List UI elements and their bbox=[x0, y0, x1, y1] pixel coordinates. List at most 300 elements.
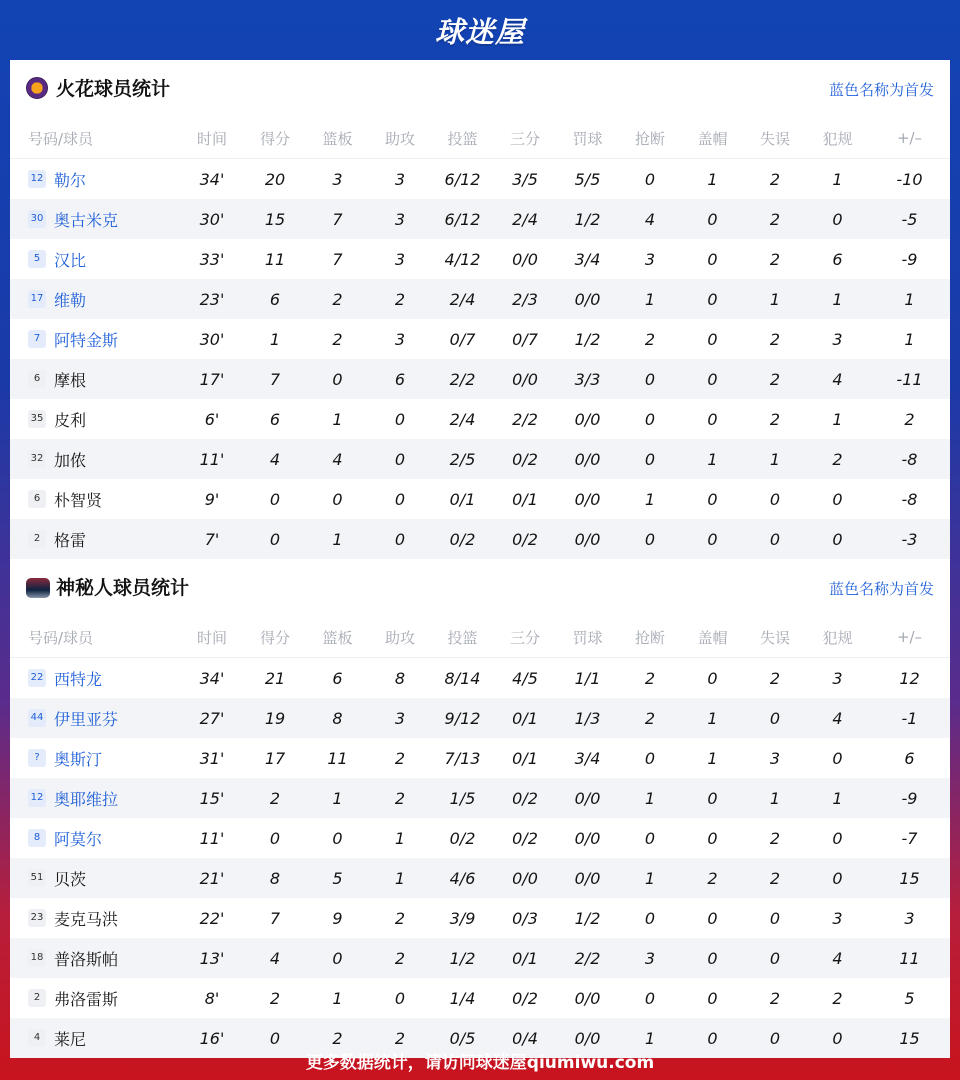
stat-cell: 3/5 bbox=[512, 169, 538, 189]
player-cell bbox=[10, 938, 180, 978]
stat-cell: 1 bbox=[744, 439, 806, 479]
column-header: 三分 bbox=[494, 617, 556, 658]
stat-cell: 2 bbox=[769, 249, 781, 269]
column-header: 时间 bbox=[180, 118, 244, 159]
player-name[interactable]: 西特龙 bbox=[54, 669, 103, 689]
stat-cell: 3/9 bbox=[449, 908, 476, 928]
stats-table bbox=[10, 617, 950, 1058]
stat-cell: 0 bbox=[681, 199, 744, 239]
stat-cell: 2 bbox=[619, 698, 681, 738]
column-header: 失误 bbox=[744, 617, 806, 658]
player-cell bbox=[10, 858, 180, 898]
stat-cell: 30' bbox=[180, 199, 244, 239]
stat-cell: 4/6 bbox=[431, 858, 494, 898]
stat-cell: 0/0 bbox=[512, 249, 538, 269]
stat-cell: 6 bbox=[904, 748, 915, 768]
stat-cell: 0/0 bbox=[494, 858, 556, 898]
stat-cell: 9/12 bbox=[431, 698, 494, 738]
footer-bar bbox=[0, 1040, 960, 1080]
player-cell bbox=[10, 279, 180, 319]
stat-cell: 6/12 bbox=[431, 199, 494, 239]
stat-cell: 0/1 bbox=[512, 489, 538, 509]
stat-cell: 6/12 bbox=[444, 169, 481, 189]
stat-cell: 2 bbox=[394, 908, 406, 928]
sparks-logo-icon bbox=[26, 77, 48, 99]
stat-cell: 0 bbox=[806, 519, 869, 559]
jersey-number: 35 bbox=[28, 410, 46, 428]
column-header: 盖帽 bbox=[681, 118, 744, 159]
stat-cell: 0 bbox=[806, 1018, 869, 1058]
jersey-number: 44 bbox=[28, 709, 46, 727]
stat-cell: 0 bbox=[707, 249, 718, 269]
stat-cell: 3 bbox=[619, 938, 681, 978]
stat-cell: 0 bbox=[644, 988, 656, 1008]
stat-cell: 0 bbox=[619, 359, 681, 399]
stat-cell: 2 bbox=[744, 199, 806, 239]
stat-cell: 0 bbox=[369, 519, 431, 559]
stat-cell: 2 bbox=[269, 988, 281, 1008]
table-row bbox=[10, 519, 950, 559]
column-header: 得分 bbox=[244, 617, 306, 658]
stat-cell: 15' bbox=[180, 778, 244, 818]
column-header: +/– bbox=[869, 617, 950, 658]
stat-cell: 7 bbox=[306, 199, 369, 239]
stat-cell: 0 bbox=[744, 698, 806, 738]
player-name[interactable]: 弗洛雷斯 bbox=[54, 989, 119, 1009]
stat-cell: 0/0 bbox=[494, 359, 556, 399]
stat-cell: 1 bbox=[619, 858, 681, 898]
stat-cell: 3/3 bbox=[556, 359, 619, 399]
stat-cell: 8' bbox=[204, 988, 220, 1008]
player-cell bbox=[10, 199, 180, 239]
stat-cell: 4/5 bbox=[512, 668, 538, 688]
stat-cell: 34' bbox=[199, 668, 225, 688]
stat-cell: 34' bbox=[199, 169, 225, 189]
starter-hint: 蓝色名称为首发 bbox=[828, 580, 934, 598]
stat-cell: 0 bbox=[707, 828, 718, 848]
stat-cell: 0 bbox=[394, 988, 406, 1008]
stat-cell: 1 bbox=[744, 279, 806, 319]
stat-cell: 1 bbox=[394, 828, 406, 848]
column-header: 投篮 bbox=[431, 118, 494, 159]
stat-cell: 7 bbox=[332, 249, 343, 269]
team-section bbox=[10, 559, 950, 1058]
player-cell bbox=[10, 479, 180, 519]
stat-cell: 0/1 bbox=[449, 489, 476, 509]
player-name[interactable]: 莱尼 bbox=[54, 1029, 87, 1049]
table-row bbox=[10, 778, 950, 818]
table-row bbox=[10, 439, 950, 479]
stat-cell: -1 bbox=[869, 698, 950, 738]
stat-cell: 1 bbox=[904, 329, 915, 349]
stat-cell: 2/4 bbox=[449, 409, 476, 429]
player-name[interactable]: 奥古米克 bbox=[54, 210, 119, 230]
stat-cell: 7 bbox=[244, 359, 306, 399]
stat-cell: 5 bbox=[904, 988, 915, 1008]
table-row bbox=[10, 399, 950, 439]
jersey-number: 2 bbox=[28, 530, 46, 548]
stat-cell: 0 bbox=[769, 908, 781, 928]
stat-cell: 1 bbox=[869, 279, 950, 319]
stat-cell: 0/0 bbox=[574, 489, 601, 509]
player-cell bbox=[10, 439, 180, 479]
stat-cell: 0 bbox=[707, 908, 718, 928]
stat-cell: 1 bbox=[619, 279, 681, 319]
stat-cell: 2 bbox=[806, 439, 869, 479]
stat-cell: 1 bbox=[832, 169, 843, 189]
stat-cell: 1 bbox=[707, 748, 718, 768]
stat-cell: -7 bbox=[901, 828, 918, 848]
stat-cell: 0 bbox=[707, 668, 718, 688]
stat-cell: 33' bbox=[199, 249, 225, 269]
stat-cell: 11 bbox=[327, 748, 348, 768]
column-header: 号码/球员 bbox=[10, 617, 180, 658]
stat-cell: 5/5 bbox=[574, 169, 601, 189]
player-cell bbox=[10, 738, 180, 778]
stat-cell: 3/4 bbox=[574, 249, 601, 269]
stat-cell: 6 bbox=[244, 279, 306, 319]
table-row bbox=[10, 319, 950, 359]
stat-cell: 2/3 bbox=[494, 279, 556, 319]
stat-cell: 3 bbox=[832, 908, 843, 928]
stat-cell: 1 bbox=[332, 988, 343, 1008]
stat-cell: 8 bbox=[394, 668, 406, 688]
player-cell bbox=[10, 159, 180, 200]
stat-cell: 0 bbox=[244, 519, 306, 559]
table-row bbox=[10, 658, 950, 699]
stat-cell: -9 bbox=[869, 778, 950, 818]
player-cell bbox=[10, 978, 180, 1018]
player-name[interactable]: 伊里亚芬 bbox=[54, 709, 119, 729]
stat-cell: 2/2 bbox=[556, 938, 619, 978]
jersey-number: 30 bbox=[28, 210, 46, 228]
stat-cell: 2 bbox=[644, 329, 656, 349]
jersey-number: 12 bbox=[28, 170, 46, 188]
stat-cell: 2 bbox=[744, 359, 806, 399]
footer-text: 更多数据统计，请访问球迷屋qiumiwu.com bbox=[305, 1052, 655, 1073]
stat-cell: 1 bbox=[332, 409, 343, 429]
table-row bbox=[10, 818, 950, 858]
player-name[interactable]: 奥耶维拉 bbox=[54, 789, 119, 809]
jersey-number: 18 bbox=[28, 949, 46, 967]
stat-cell: 1 bbox=[832, 409, 843, 429]
stat-cell: 0 bbox=[644, 828, 656, 848]
stat-cell: 1/2 bbox=[431, 938, 494, 978]
table-row bbox=[10, 279, 950, 319]
stat-cell: 2 bbox=[644, 668, 656, 688]
stat-cell: 11 bbox=[869, 938, 950, 978]
jersey-number: 51 bbox=[28, 869, 46, 887]
player-cell bbox=[10, 239, 180, 279]
stat-cell: 19 bbox=[244, 698, 306, 738]
stat-cell: 0 bbox=[769, 489, 781, 509]
stat-cell: 4 bbox=[806, 698, 869, 738]
player-name[interactable]: 阿莫尔 bbox=[54, 829, 103, 849]
stat-cell: 0/1 bbox=[494, 938, 556, 978]
table-row bbox=[10, 898, 950, 938]
stat-cell: 2 bbox=[369, 938, 431, 978]
stat-cell: -3 bbox=[869, 519, 950, 559]
player-name[interactable]: 汉比 bbox=[54, 250, 87, 270]
stat-cell: 4 bbox=[244, 439, 306, 479]
stat-cell: 0 bbox=[619, 439, 681, 479]
stat-cell: 1 bbox=[644, 489, 656, 509]
stat-cell: 2 bbox=[769, 668, 781, 688]
stat-cell: -8 bbox=[869, 439, 950, 479]
stat-cell: 3/4 bbox=[574, 748, 601, 768]
column-header: 投篮 bbox=[431, 617, 494, 658]
stat-cell: 21 bbox=[264, 668, 286, 688]
stat-cell: 1 bbox=[806, 279, 869, 319]
stat-cell: 11' bbox=[180, 439, 244, 479]
stat-cell: 2 bbox=[769, 329, 781, 349]
stat-cell: 15 bbox=[244, 199, 306, 239]
stat-cell: 1 bbox=[306, 778, 369, 818]
column-header: 三分 bbox=[494, 118, 556, 159]
stat-cell: -11 bbox=[869, 359, 950, 399]
stat-cell: 0 bbox=[681, 359, 744, 399]
jersey-number: 32 bbox=[28, 450, 46, 468]
player-name[interactable]: 维勒 bbox=[54, 290, 87, 310]
stat-cell: 0/2 bbox=[512, 988, 538, 1008]
stat-cell: 0 bbox=[707, 988, 718, 1008]
stat-cell: 9 bbox=[332, 908, 343, 928]
section-header bbox=[10, 559, 950, 617]
stat-cell: 4 bbox=[806, 359, 869, 399]
player-name[interactable]: 摩根 bbox=[54, 370, 87, 390]
stat-cell: 2/5 bbox=[431, 439, 494, 479]
jersey-number: 2 bbox=[28, 989, 46, 1007]
stat-cell: 8 bbox=[306, 698, 369, 738]
table-row bbox=[10, 858, 950, 898]
stat-cell: 0 bbox=[644, 908, 656, 928]
stat-cell: 2 bbox=[832, 988, 843, 1008]
table-row bbox=[10, 239, 950, 279]
column-header: 时间 bbox=[180, 617, 244, 658]
stat-cell: 16' bbox=[180, 1018, 244, 1058]
stat-cell: 0/7 bbox=[449, 329, 476, 349]
stat-cell: 2 bbox=[369, 778, 431, 818]
player-cell bbox=[10, 319, 180, 359]
stat-cell: 0 bbox=[744, 519, 806, 559]
column-header: 篮板 bbox=[306, 118, 369, 159]
stat-cell: 2 bbox=[306, 279, 369, 319]
stat-cell: 3 bbox=[394, 249, 406, 269]
stat-cell: 1 bbox=[681, 439, 744, 479]
stat-cell: 30' bbox=[199, 329, 225, 349]
stat-cell: 0/0 bbox=[556, 778, 619, 818]
stat-cell: 0/0 bbox=[556, 1018, 619, 1058]
stat-cell: 3 bbox=[394, 169, 406, 189]
column-header: 号码/球员 bbox=[10, 118, 180, 159]
stat-cell: 6 bbox=[269, 409, 281, 429]
stat-cell: 2 bbox=[744, 858, 806, 898]
team-section bbox=[10, 60, 950, 559]
stat-cell: 4 bbox=[306, 439, 369, 479]
stat-cell: 0/2 bbox=[431, 519, 494, 559]
column-header: 犯规 bbox=[806, 617, 869, 658]
column-header: +/– bbox=[869, 118, 950, 159]
stat-cell: 2/4 bbox=[431, 279, 494, 319]
stat-cell: 4 bbox=[806, 938, 869, 978]
table-row bbox=[10, 938, 950, 978]
stat-cell: 2/2 bbox=[512, 409, 538, 429]
stat-cell: 0 bbox=[681, 279, 744, 319]
stat-cell: 0 bbox=[369, 439, 431, 479]
stat-cell: 0 bbox=[394, 489, 406, 509]
stat-cell: 0/0 bbox=[574, 828, 601, 848]
stat-cell: 7' bbox=[180, 519, 244, 559]
stat-cell: 7/13 bbox=[444, 748, 481, 768]
stat-cell: 12 bbox=[899, 668, 920, 688]
stat-cell: 1 bbox=[707, 169, 718, 189]
column-header: 助攻 bbox=[369, 118, 431, 159]
stat-cell: 11' bbox=[199, 828, 225, 848]
column-header: 抢断 bbox=[619, 118, 681, 159]
stat-cell: 0 bbox=[619, 519, 681, 559]
player-name[interactable]: 普洛斯帕 bbox=[54, 949, 119, 969]
stat-cell: 3 bbox=[332, 169, 343, 189]
jersey-number: 7 bbox=[28, 330, 46, 348]
stat-cell: 1/4 bbox=[449, 988, 476, 1008]
stat-cell: 1/5 bbox=[431, 778, 494, 818]
stat-cell: 0 bbox=[832, 828, 843, 848]
stat-cell: 3 bbox=[394, 329, 406, 349]
player-name[interactable]: 贝茨 bbox=[54, 869, 87, 889]
stat-cell: 1 bbox=[269, 329, 281, 349]
stat-cell: 2/2 bbox=[431, 359, 494, 399]
table-row bbox=[10, 479, 950, 519]
stat-cell: 0 bbox=[744, 1018, 806, 1058]
stat-cell: 3 bbox=[369, 698, 431, 738]
stat-cell: 4/12 bbox=[444, 249, 481, 269]
stat-cell: 0 bbox=[806, 199, 869, 239]
jersey-number: ? bbox=[28, 749, 46, 767]
stat-cell: 0 bbox=[681, 519, 744, 559]
stat-cell: 0 bbox=[244, 1018, 306, 1058]
jersey-number: 6 bbox=[28, 370, 46, 388]
player-name[interactable]: 奥斯汀 bbox=[54, 749, 103, 769]
jersey-number: 4 bbox=[28, 1029, 46, 1047]
stat-cell: -8 bbox=[901, 489, 918, 509]
stat-cell: 3 bbox=[369, 199, 431, 239]
player-cell bbox=[10, 818, 180, 858]
stat-cell: 0 bbox=[269, 828, 281, 848]
stat-cell: 0/4 bbox=[494, 1018, 556, 1058]
column-header: 罚球 bbox=[556, 118, 619, 159]
stat-cell: 1 bbox=[369, 858, 431, 898]
stat-cell: 2 bbox=[681, 858, 744, 898]
stats-panel bbox=[10, 60, 950, 1049]
stat-cell: 1 bbox=[744, 778, 806, 818]
jersey-number: 8 bbox=[28, 829, 46, 847]
stat-cell: 9' bbox=[204, 489, 220, 509]
stat-cell: 0 bbox=[644, 169, 656, 189]
stat-cell: 1/2 bbox=[574, 329, 601, 349]
stat-cell: 0/0 bbox=[556, 439, 619, 479]
player-name[interactable]: 阿特金斯 bbox=[54, 330, 119, 350]
column-header: 得分 bbox=[244, 118, 306, 159]
table-header-row bbox=[10, 617, 950, 658]
stat-cell: 3 bbox=[644, 249, 656, 269]
stat-cell: 0 bbox=[394, 409, 406, 429]
stat-cell: 8 bbox=[244, 858, 306, 898]
section-header bbox=[10, 60, 950, 118]
stat-cell: 31' bbox=[199, 748, 225, 768]
player-cell bbox=[10, 898, 180, 938]
player-name[interactable]: 麦克马洪 bbox=[54, 909, 119, 929]
stat-cell: 2 bbox=[769, 409, 781, 429]
player-name[interactable]: 勒尔 bbox=[54, 170, 87, 190]
stat-cell: 22' bbox=[199, 908, 225, 928]
stat-cell: 0/7 bbox=[512, 329, 538, 349]
column-header: 失误 bbox=[744, 118, 806, 159]
table-row bbox=[10, 698, 950, 738]
column-header: 罚球 bbox=[556, 617, 619, 658]
table-row bbox=[10, 199, 950, 239]
player-name[interactable]: 朴智贤 bbox=[54, 490, 103, 510]
stat-cell: 0 bbox=[644, 748, 656, 768]
stat-cell: 13' bbox=[180, 938, 244, 978]
stat-cell: 0 bbox=[832, 489, 843, 509]
player-name[interactable]: 加侬 bbox=[54, 450, 87, 470]
stat-cell: 3 bbox=[769, 748, 781, 768]
player-cell bbox=[10, 399, 180, 439]
column-header: 抢断 bbox=[619, 617, 681, 658]
stat-cell: 0/0 bbox=[574, 988, 601, 1008]
stat-cell: 2 bbox=[306, 1018, 369, 1058]
stats-table bbox=[10, 118, 950, 559]
header-bar bbox=[0, 0, 960, 60]
stat-cell: 4 bbox=[244, 938, 306, 978]
stat-cell: 2 bbox=[394, 748, 406, 768]
player-name[interactable]: 格雷 bbox=[54, 530, 87, 550]
stat-cell: 1/2 bbox=[574, 908, 601, 928]
table-row bbox=[10, 978, 950, 1018]
stat-cell: 6 bbox=[369, 359, 431, 399]
table-header-row bbox=[10, 118, 950, 159]
stat-cell: 2 bbox=[244, 778, 306, 818]
player-cell bbox=[10, 698, 180, 738]
jersey-number: 5 bbox=[28, 250, 46, 268]
stat-cell: 0/1 bbox=[494, 698, 556, 738]
stat-cell: 0 bbox=[644, 409, 656, 429]
stat-cell: 2 bbox=[369, 1018, 431, 1058]
stat-cell: 2 bbox=[904, 409, 915, 429]
starter-hint: 蓝色名称为首发 bbox=[828, 81, 934, 99]
stat-cell: 0/0 bbox=[556, 858, 619, 898]
stat-cell: -10 bbox=[896, 169, 923, 189]
player-cell bbox=[10, 359, 180, 399]
stat-cell: 0 bbox=[306, 359, 369, 399]
stat-cell: 0 bbox=[681, 1018, 744, 1058]
table-row bbox=[10, 738, 950, 778]
team-title: 神秘人球员统计 bbox=[56, 577, 190, 599]
player-name[interactable]: 皮利 bbox=[54, 410, 87, 430]
stat-cell: 8/14 bbox=[444, 668, 481, 688]
player-cell bbox=[10, 778, 180, 818]
stat-cell: 2 bbox=[769, 169, 781, 189]
stat-cell: 0 bbox=[806, 858, 869, 898]
stat-cell: 2/4 bbox=[494, 199, 556, 239]
stat-cell: 0 bbox=[332, 489, 343, 509]
stat-cell: 23' bbox=[180, 279, 244, 319]
column-header: 盖帽 bbox=[681, 617, 744, 658]
brand-logo: 球迷屋 bbox=[434, 14, 525, 49]
stat-cell: 11 bbox=[264, 249, 286, 269]
stat-cell: 6 bbox=[332, 668, 343, 688]
stat-cell: 3 bbox=[904, 908, 915, 928]
